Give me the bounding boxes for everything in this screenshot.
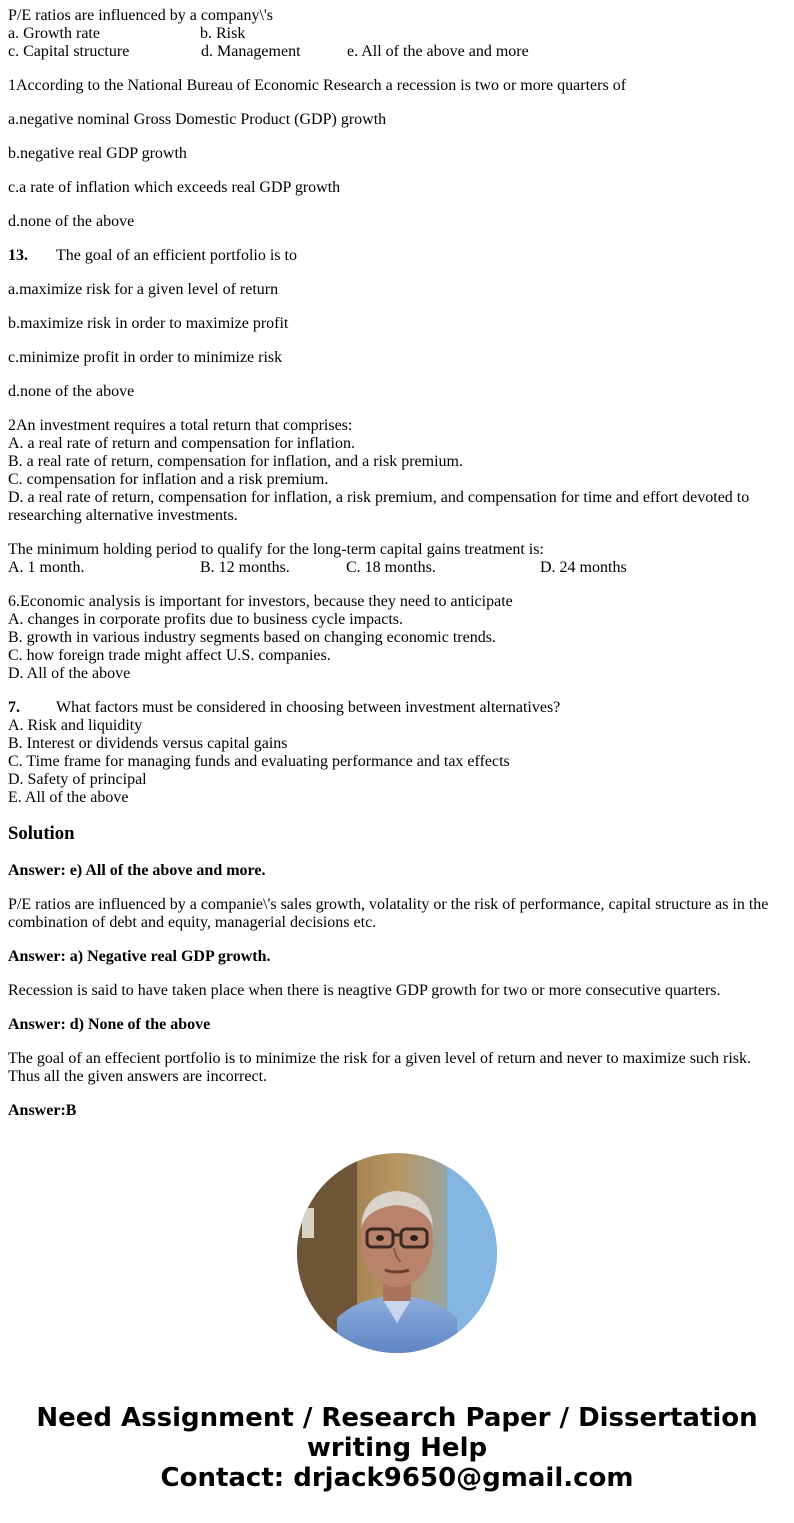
explanation-2: Recession is said to have taken place when there is neagtive GDP growth for two or more consecutive quarters.: [8, 982, 721, 999]
question-total-return: [8, 417, 786, 525]
question-text: The goal of an efficient portfolio is to: [56, 247, 297, 264]
option-a: A. 1 month.: [8, 559, 85, 576]
option-b: B. growth in various industry segments based on changing economic trends.: [8, 629, 496, 646]
answer-3: Answer: d) None of the above: [8, 1016, 211, 1033]
option-a: A. a real rate of return and compensation for inflation.: [8, 435, 355, 452]
avatar: [297, 1153, 497, 1353]
option-b: B. a real rate of return, compensation for inflation, and a risk premium.: [8, 453, 463, 470]
question-stem-row: [8, 699, 786, 717]
option-row: [8, 25, 786, 43]
option-c: C. Time frame for managing funds and evaluating performance and tax effects: [8, 753, 510, 770]
solution-heading: Solution: [8, 823, 75, 844]
question-stem: 6.Economic analysis is important for investors, because they need to anticipate: [8, 593, 513, 610]
option-d: D. 24 months: [540, 559, 627, 576]
answer-4: Answer:B: [8, 1102, 77, 1119]
option-b: b.negative real GDP growth: [8, 145, 187, 162]
option-c: c. Capital structure: [8, 43, 130, 60]
explanation-1: P/E ratios are influenced by a companie\'s sales growth, volatality or the risk of performance, capital structure as in the combination of debt and equity, managerial decisions etc.: [8, 896, 769, 931]
footer-help-text: Need Assignment / Research Paper / Dissertation writing Help: [36, 1403, 758, 1463]
option-a: a.maximize risk for a given level of return: [8, 281, 279, 298]
option-d: D. Safety of principal: [8, 771, 147, 788]
option-b: b. Risk: [200, 25, 246, 42]
option-c: c.a rate of inflation which exceeds real GDP growth: [8, 179, 341, 196]
footer-contact: Contact: drjack9650@gmail.com: [160, 1463, 634, 1493]
question-economic-analysis: [8, 593, 786, 683]
option-b: B. 12 months.: [200, 559, 290, 576]
question-investment-factors: [8, 699, 786, 807]
answer-1: Answer: e) All of the above and more.: [8, 862, 266, 879]
option-b: b.maximize risk in order to maximize profit: [8, 315, 289, 332]
option-c: C. how foreign trade might affect U.S. companies.: [8, 647, 331, 664]
option-d: D. All of the above: [8, 665, 131, 682]
option-a: A. changes in corporate profits due to business cycle impacts.: [8, 611, 403, 628]
option-e: E. All of the above: [8, 789, 129, 806]
option-row: [8, 43, 786, 61]
footer-banner: [0, 1403, 794, 1493]
answer-2: Answer: a) Negative real GDP growth.: [8, 948, 271, 965]
option-e: e. All of the above and more: [347, 43, 529, 60]
question-pe-ratio: [8, 7, 786, 61]
question-text: What factors must be considered in choosing between investment alternatives?: [56, 699, 561, 716]
question-number: 13.: [8, 247, 28, 264]
option-b: B. Interest or dividends versus capital gains: [8, 735, 288, 752]
question-stem: 2An investment requires a total return that comprises:: [8, 417, 353, 434]
option-a: A. Risk and liquidity: [8, 717, 143, 734]
question-number: 7.: [8, 699, 20, 716]
option-c: C. compensation for inflation and a risk premium.: [8, 471, 329, 488]
question-stem: P/E ratios are influenced by a company\'s: [8, 7, 274, 24]
option-d: d.none of the above: [8, 213, 135, 230]
option-d: d.none of the above: [8, 383, 135, 400]
option-a: a.negative nominal Gross Domestic Product (GDP) growth: [8, 111, 387, 128]
option-c: c.minimize profit in order to minimize risk: [8, 349, 283, 366]
avatar-portrait: [297, 1153, 497, 1353]
option-c: C. 18 months.: [346, 559, 436, 576]
option-d: d. Management: [201, 43, 301, 60]
question-portfolio-stem: [8, 247, 786, 265]
question-holding-period: [8, 541, 786, 577]
explanation-3: The goal of an effecient portfolio is to minimize the risk for a given level of return and never to maximize such risk. Thus all the given answers are incorrect.: [8, 1050, 752, 1085]
option-a: a. Growth rate: [8, 25, 100, 42]
option-row: [8, 559, 786, 577]
question-recession-stem: 1According to the National Bureau of Economic Research a recession is two or more quarters of: [8, 77, 627, 94]
question-stem: The minimum holding period to qualify for the long-term capital gains treatment is:: [8, 541, 544, 558]
option-d: D. a real rate of return, compensation for inflation, a risk premium, and compensation for time and effort devoted to researching alternative investments.: [8, 489, 750, 524]
